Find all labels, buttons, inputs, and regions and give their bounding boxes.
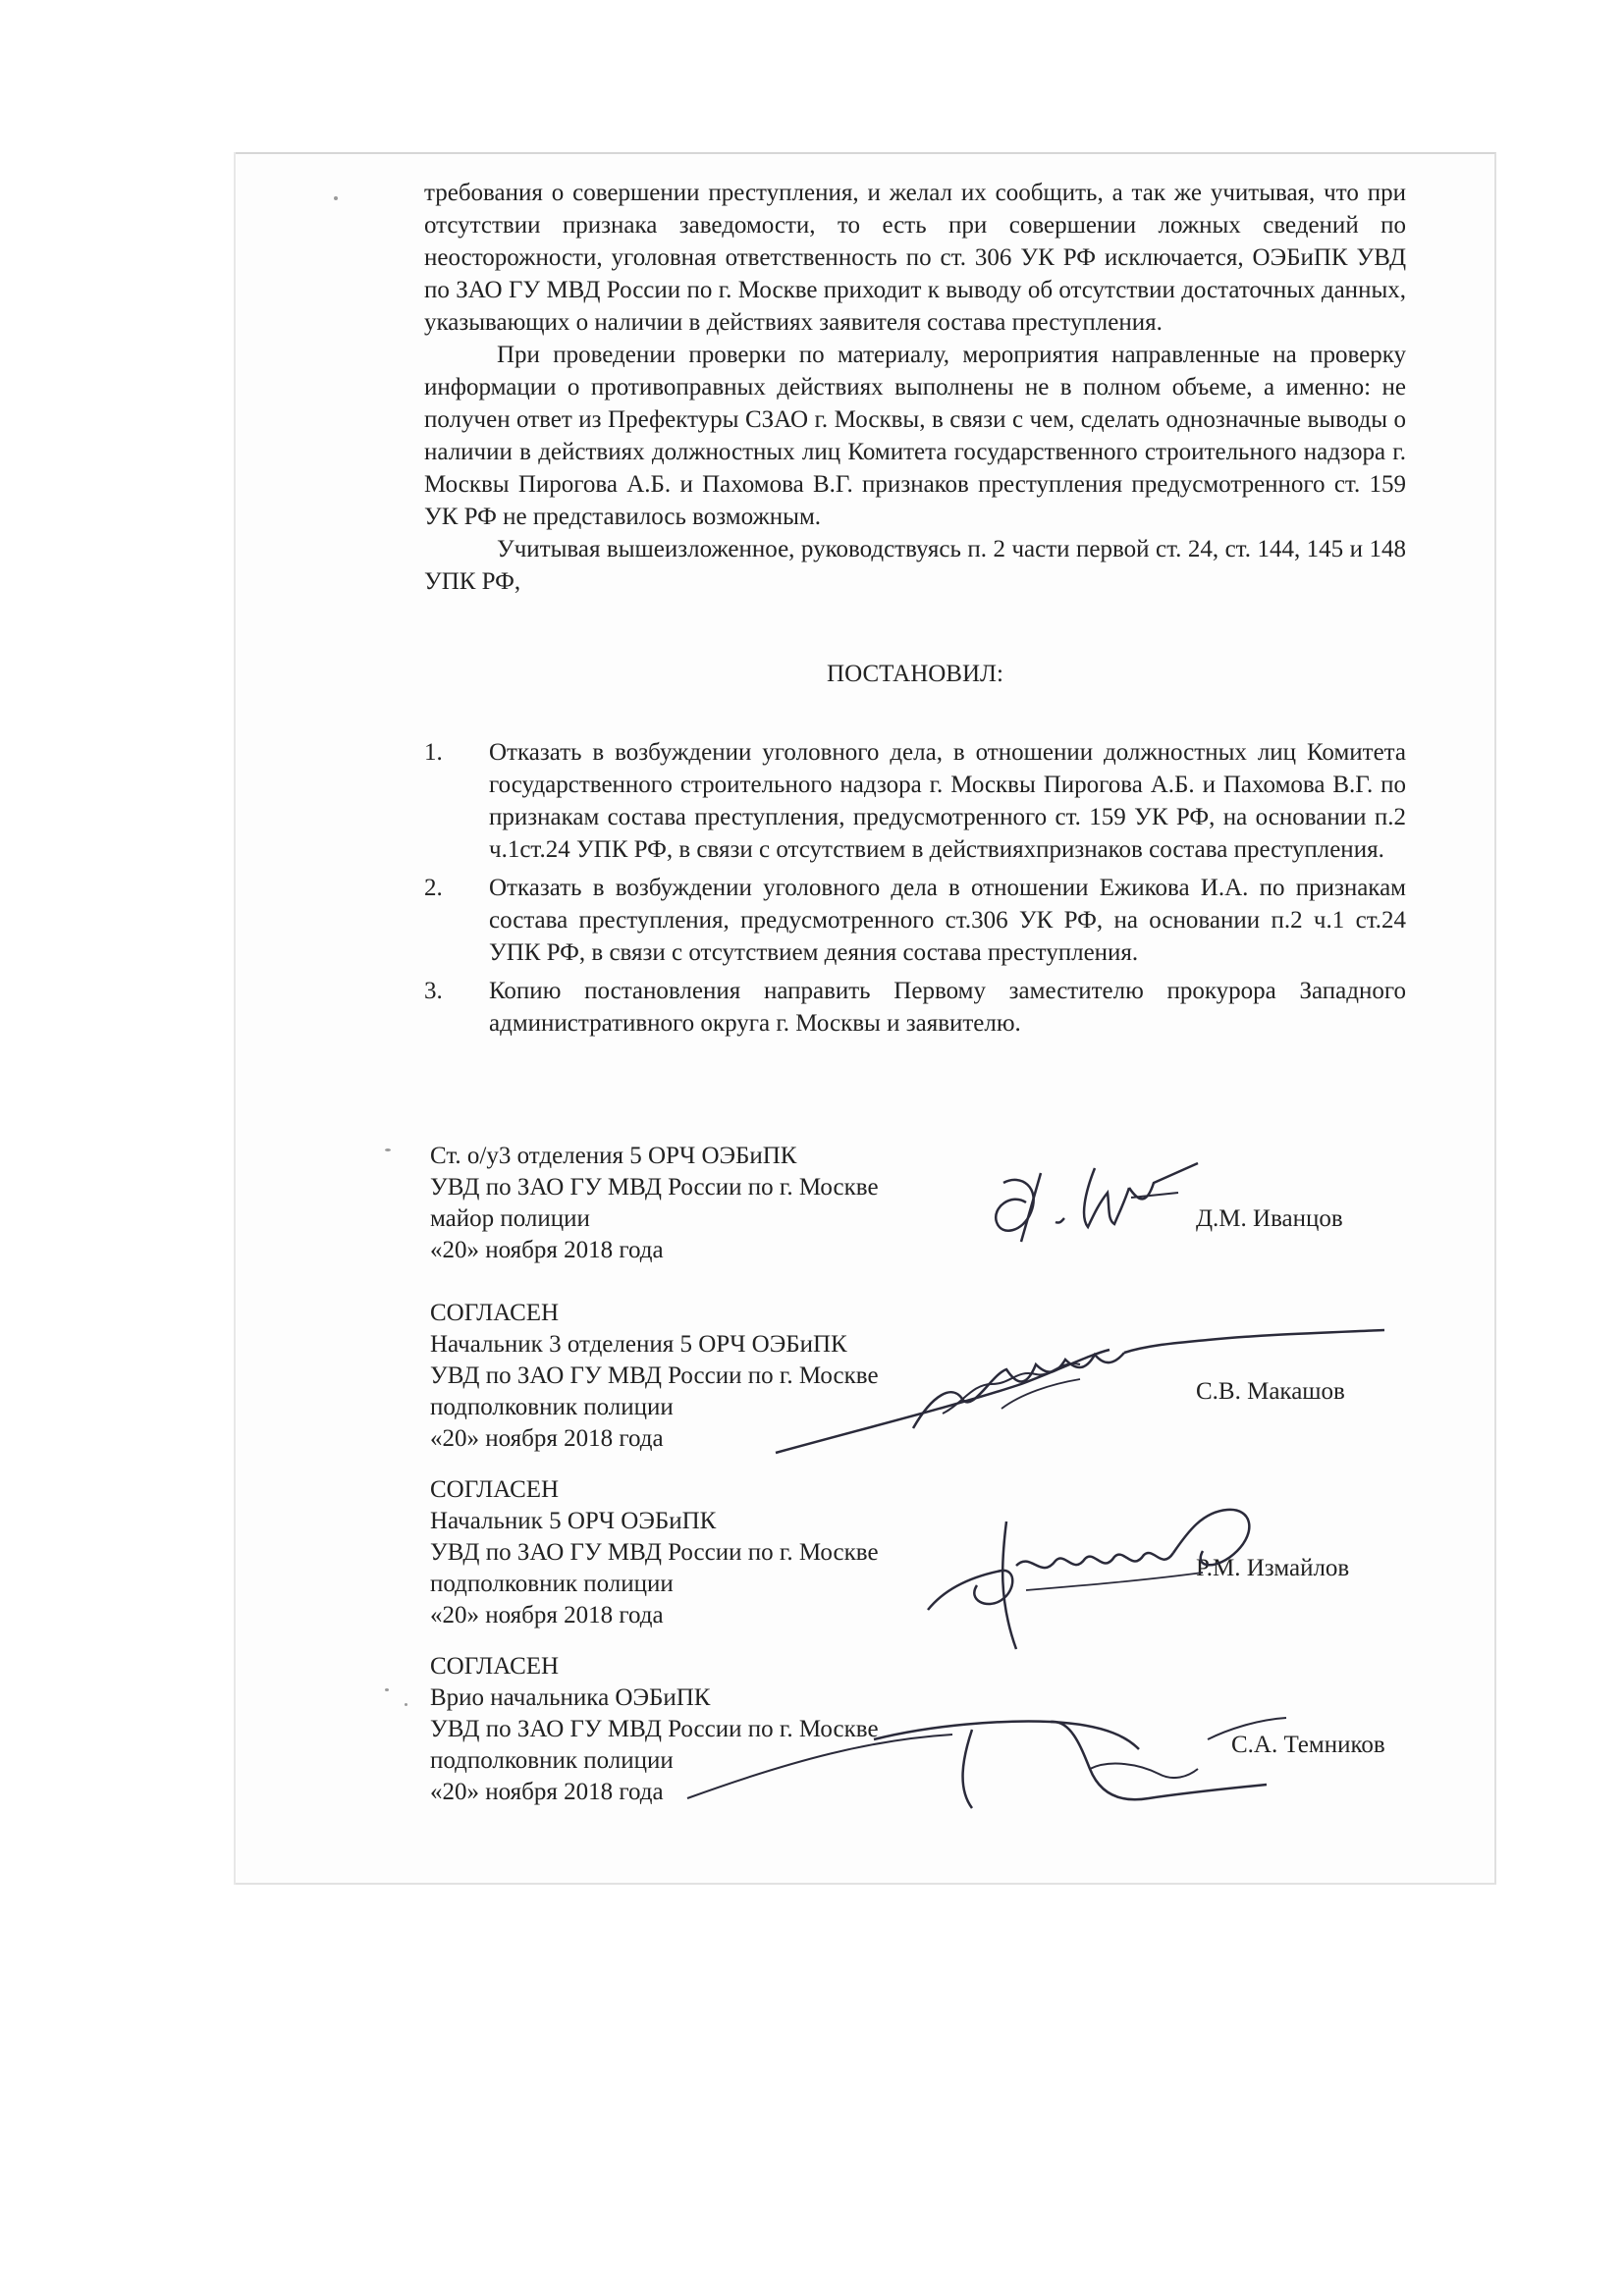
scan-speck [385,1148,391,1151]
signer-position: Начальник 3 отделения 5 ОРЧ ОЭБиПК [430,1331,847,1358]
signer-position: Начальник 5 ОРЧ ОЭБиПК [430,1508,717,1534]
signer-rank: майор полиции [430,1205,590,1232]
page-edge [234,152,236,1885]
signer-name: Д.М. Иванцов [1196,1205,1343,1232]
signer-name: С.В. Макашов [1196,1378,1345,1405]
signer-rank: подполковник полиции [430,1571,674,1597]
handwritten-signature [766,1315,1404,1463]
resolution-heading: ПОСТАНОВИЛ: [827,661,1003,687]
signer-department: УВД по ЗАО ГУ МВД России по г. Москве [430,1362,879,1389]
list-item [424,872,1406,969]
scan-speck [405,1703,407,1706]
signer-position: Ст. о/у3 отделения 5 ОРЧ ОЭБиПК [430,1143,797,1169]
list-number: 1. [424,739,443,766]
signer-date: «20» ноября 2018 года [430,1237,664,1263]
list-text: Отказать в возбуждении уголовного дела, в отношении должностных лиц Комитета государственного строительного надзора г. Москвы Пирогова А.Б. и Пахомова В.Г. по признакам состава преступления, предусмотренного ст. 159 УК РФ, на основании п.2 ч.1ст.24 УПК РФ, в связи с отсутствием в действияхпризнаков состава преступления. [489,739,1406,863]
basis-paragraph: Учитывая вышеизложенное, руководствуясь п. 2 части первой ст. 24, ст. 144, 145 и 148 УПК РФ, [424,536,1406,595]
signer-department: УВД по ЗАО ГУ МВД России по г. Москве [430,1174,879,1201]
approval-label: СОГЛАСЕН [430,1476,560,1503]
intro-paragraph: требования о совершении преступления, и желал их сообщить, а так же учитывая, что при отсутствии признака заведомости, то есть при совершении ложных сведений по неосторожности, уголовная ответственность по ст. 306 УК РФ исключается, ОЭБиПК УВД по ЗАО ГУ МВД России по г. Москве приходит к выводу об отсутствии достаточных данных, указывающих о наличии в действиях заявителя состава преступления. [424,180,1406,336]
signer-department: УВД по ЗАО ГУ МВД России по г. Москве [430,1716,879,1742]
signer-department: УВД по ЗАО ГУ МВД России по г. Москве [430,1539,879,1566]
scan-speck [385,1688,389,1691]
handwritten-signature [982,1144,1208,1252]
approval-label: СОГЛАСЕН [430,1653,560,1680]
signer-date: «20» ноября 2018 года [430,1602,664,1629]
list-number: 3. [424,978,443,1004]
signer-rank: подполковник полиции [430,1394,674,1420]
handwritten-signature [908,1492,1311,1659]
approval-label: СОГЛАСЕН [430,1300,560,1326]
signer-position: Врио начальника ОЭБиПК [430,1684,711,1711]
scan-speck [334,196,338,200]
list-item [424,975,1406,1040]
signer-rank: подполковник полиции [430,1747,674,1774]
resolution-list [424,736,1406,1040]
list-number: 2. [424,875,443,901]
signer-date: «20» ноября 2018 года [430,1779,664,1805]
signer-name: С.А. Темников [1231,1732,1385,1758]
list-text: Отказать в возбуждении уголовного дела в отношении Ежикова И.А. по признакам состава преступления, предусмотренного ст.306 УК РФ, на основании п.2 ч.1 ст.24 УПК РФ, в связи с отсутствием деяния состава преступления. [489,875,1406,966]
signer-name: Р.М. Измайлов [1196,1555,1350,1581]
handwritten-signature [677,1681,1296,1828]
signer-date: «20» ноября 2018 года [430,1425,664,1452]
document-body [424,177,1406,598]
check-paragraph: При проведении проверки по материалу, мероприятия направленные на проверку информации о противоправных действиях выполнены не в полном объеме, а именно: не получен ответ из Префектуры СЗАО г. Москвы, в связи с чем, сделать однозначные выводы о наличии в действиях должностных лиц Комитета государственного строительного надзора г. Москвы Пирогова А.Б. и Пахомова В.Г. признаков преступления предусмотренного ст. 159 УК РФ не представилось возможным. [424,342,1406,530]
list-item [424,736,1406,866]
list-text: Копию постановления направить Первому заместителю прокурора Западного административного округа г. Москвы и заявителю. [489,978,1406,1037]
